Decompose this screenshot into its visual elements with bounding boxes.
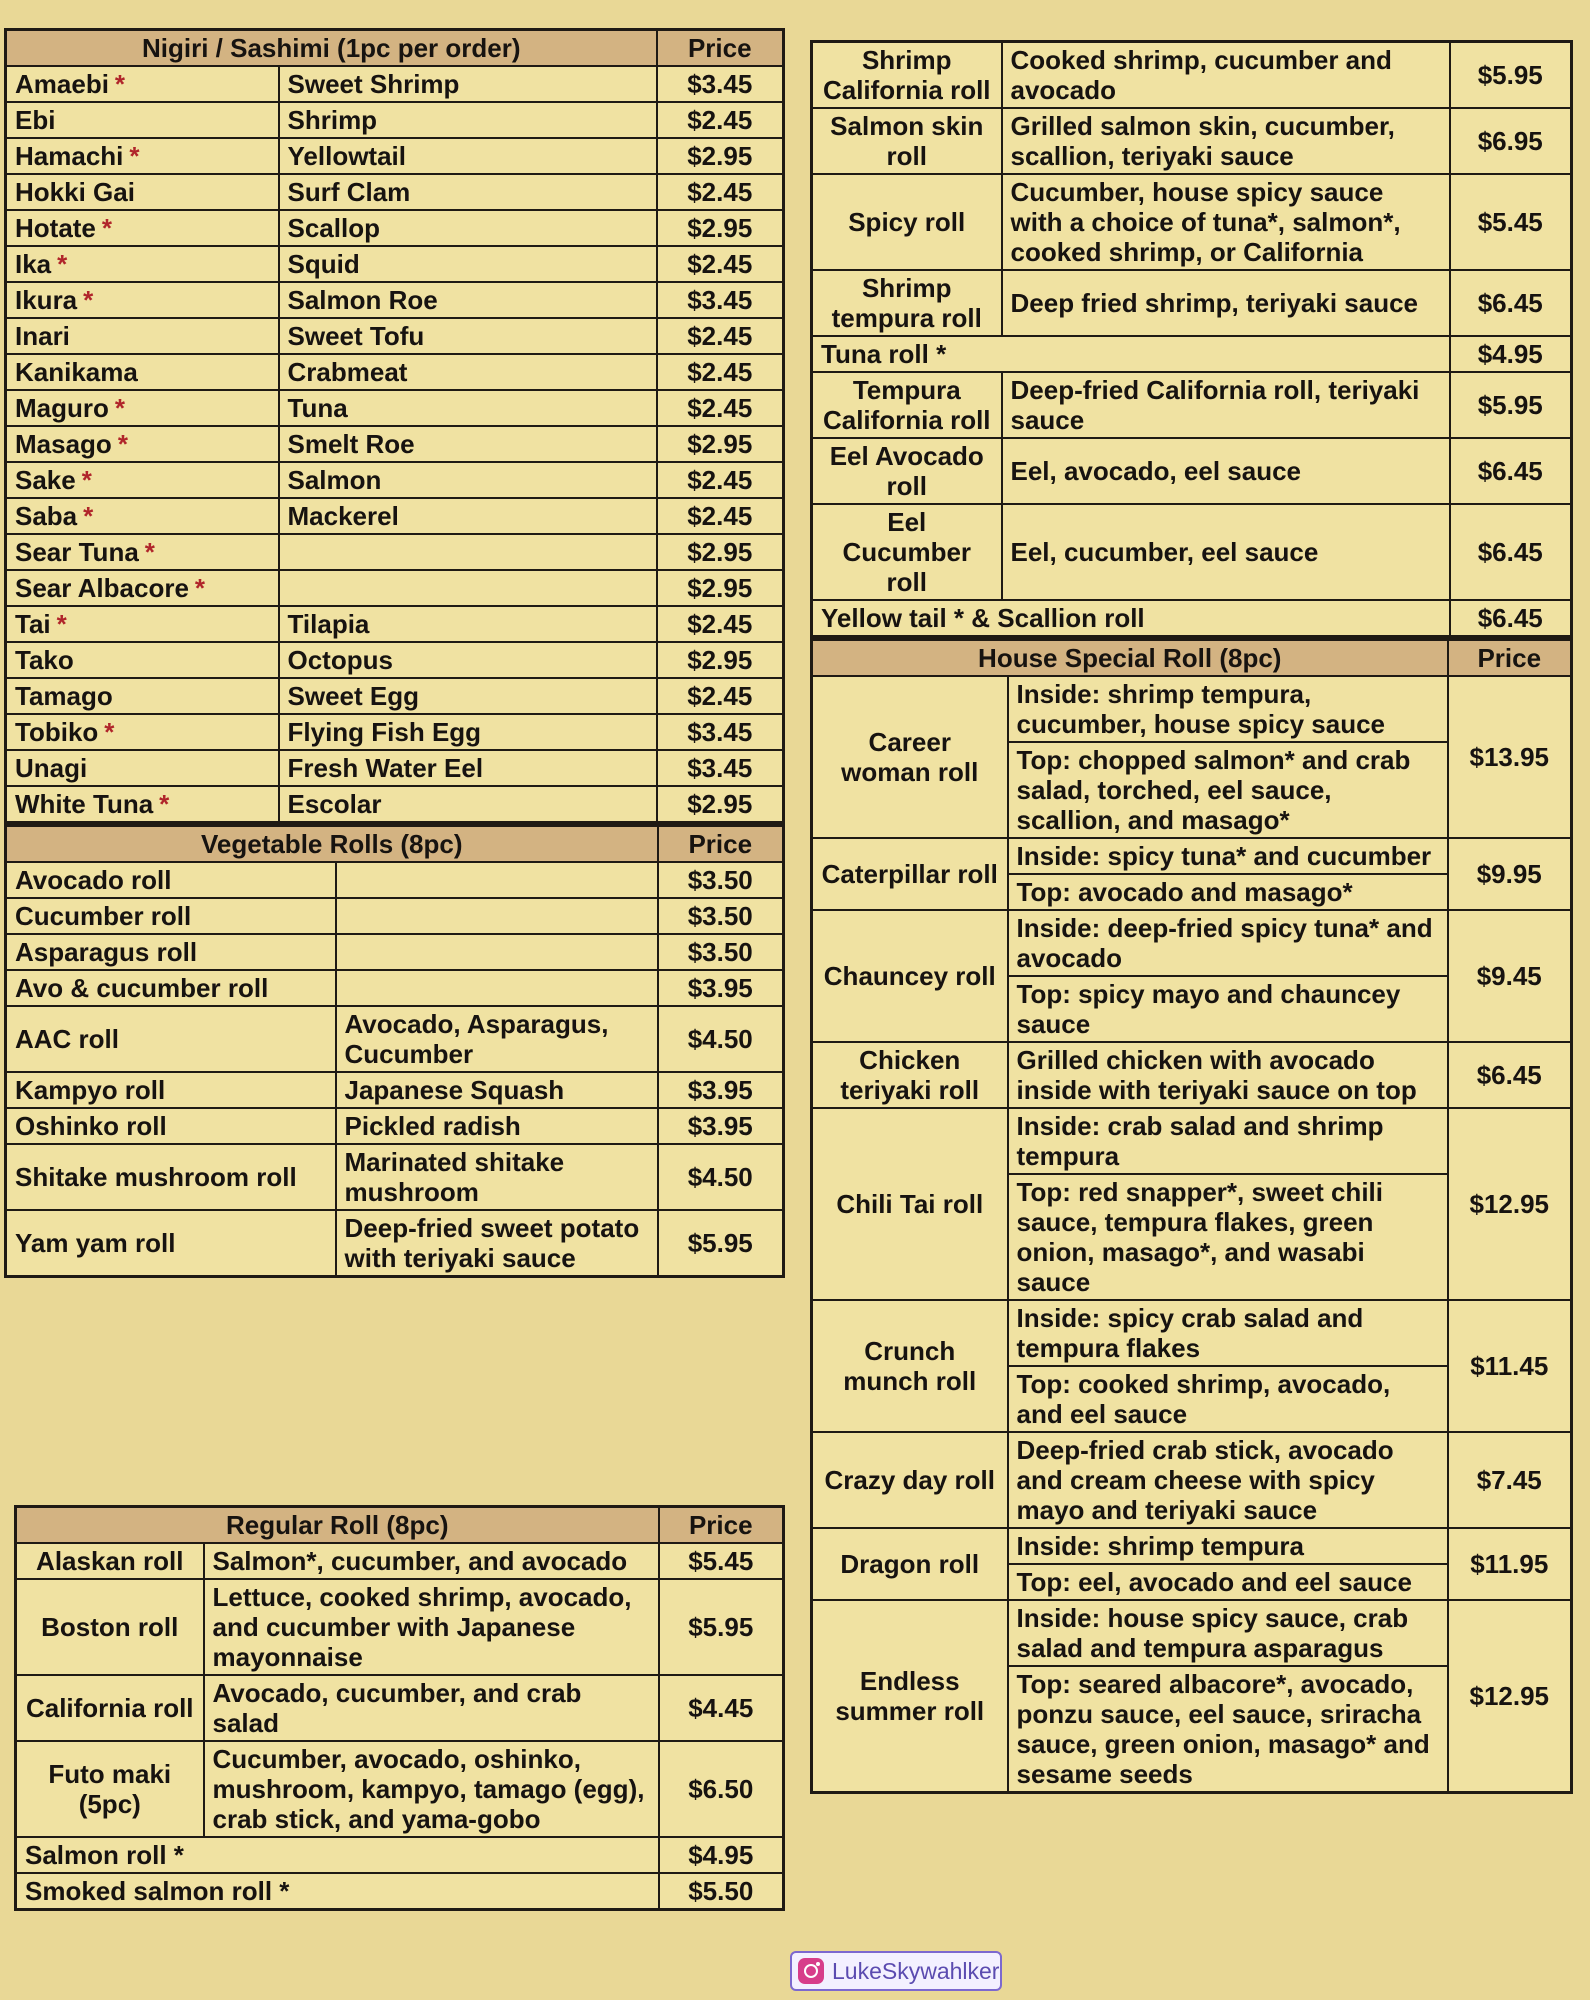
regular-title: Regular Roll (8pc) [16, 1507, 659, 1544]
house-price: $9.45 [1448, 910, 1572, 1042]
house-price: $7.45 [1448, 1432, 1572, 1528]
nigiri-price: $2.45 [657, 102, 784, 138]
regular-price: $4.45 [659, 1675, 784, 1741]
nigiri-price: $2.45 [657, 354, 784, 390]
house-row [812, 1528, 1572, 1564]
roll-name: Yellow tail * & Scallion roll [812, 600, 1450, 637]
regular-name: Boston roll [16, 1579, 204, 1675]
nigiri-row [6, 210, 784, 246]
nigiri-name [6, 102, 279, 138]
regular-row [16, 1675, 784, 1741]
nigiri-row [6, 534, 784, 570]
regular-name: Smoked salmon roll * [16, 1873, 659, 1910]
regular-cont-row [812, 504, 1572, 600]
nigiri-price: $2.95 [657, 138, 784, 174]
nigiri-price: $3.45 [657, 714, 784, 750]
raw-marker: * [117, 429, 128, 459]
nigiri-row [6, 606, 784, 642]
nigiri-desc: Salmon [279, 462, 657, 498]
nigiri-price: $2.45 [657, 318, 784, 354]
house-name: Chili Tai roll [812, 1108, 1008, 1300]
roll-price: $4.95 [1450, 336, 1572, 372]
right-column [810, 40, 1570, 1794]
roll-desc: Grilled salmon skin, cucumber, scallion, teriyaki sauce [1002, 108, 1450, 174]
veg-row [6, 862, 784, 898]
raw-marker: * [114, 69, 126, 99]
house-row [812, 910, 1572, 976]
nigiri-price: $3.45 [657, 750, 784, 786]
house-desc: Inside: crab salad and shrimp tempura [1008, 1108, 1448, 1174]
roll-price: $6.95 [1450, 108, 1572, 174]
nigiri-name [6, 534, 279, 570]
nigiri-name-text: Hamachi [15, 141, 124, 171]
nigiri-row [6, 498, 784, 534]
regular-row-wide [16, 1873, 784, 1910]
veg-row [6, 934, 784, 970]
regular-name: Alaskan roll [16, 1543, 204, 1579]
nigiri-name [6, 174, 279, 210]
nigiri-name-text: Tobiko [15, 717, 99, 747]
roll-name: Tempura California roll [812, 372, 1002, 438]
nigiri-price: $2.45 [657, 462, 784, 498]
house-name: Crunch munch roll [812, 1300, 1008, 1432]
veg-row [6, 1072, 784, 1108]
regular-cont-row [812, 108, 1572, 174]
house-name: Dragon roll [812, 1528, 1008, 1600]
nigiri-row [6, 318, 784, 354]
nigiri-desc: Surf Clam [279, 174, 657, 210]
veg-price: $3.50 [658, 862, 784, 898]
house-price: $12.95 [1448, 1600, 1572, 1793]
house-desc: Top: spicy mayo and chauncey sauce [1008, 976, 1448, 1042]
nigiri-name-text: Sake [15, 465, 76, 495]
roll-name: Eel Avocado roll [812, 438, 1002, 504]
regular-price: $4.95 [659, 1837, 784, 1873]
nigiri-price: $2.45 [657, 174, 784, 210]
regular-cont-row [812, 336, 1572, 372]
roll-desc: Cooked shrimp, cucumber and avocado [1002, 42, 1450, 109]
nigiri-price: $2.45 [657, 390, 784, 426]
nigiri-desc [279, 534, 657, 570]
regular-desc: Lettuce, cooked shrimp, avocado, and cucumber with Japanese mayonnaise [204, 1579, 659, 1675]
nigiri-name [6, 462, 279, 498]
veg-desc [336, 862, 658, 898]
veg-row [6, 1210, 784, 1277]
nigiri-row [6, 462, 784, 498]
house-desc: Top: chopped salmon* and crab salad, torched, eel sauce, scallion, and masago* [1008, 742, 1448, 838]
raw-marker: * [129, 141, 140, 171]
veg-price: $3.95 [658, 1072, 784, 1108]
house-name: Endless summer roll [812, 1600, 1008, 1793]
nigiri-name-text: Maguro [15, 393, 109, 423]
veg-name: Shitake mushroom roll [6, 1144, 336, 1210]
nigiri-name-text: Tako [15, 645, 74, 675]
house-desc: Inside: spicy crab salad and tempura flakes [1008, 1300, 1448, 1366]
house-desc: Top: seared albacore*, avocado, ponzu sauce, eel sauce, sriracha sauce, green onion, masago* and sesame seeds [1008, 1666, 1448, 1793]
house-row [812, 1300, 1572, 1366]
roll-price: $6.45 [1450, 504, 1572, 600]
veg-row [6, 970, 784, 1006]
veg-name: Yam yam roll [6, 1210, 336, 1277]
veg-desc: Pickled radish [336, 1108, 658, 1144]
house-desc: Top: eel, avocado and eel sauce [1008, 1564, 1448, 1600]
house-desc: Inside: deep-fried spicy tuna* and avocado [1008, 910, 1448, 976]
nigiri-desc: Tilapia [279, 606, 657, 642]
nigiri-row [6, 390, 784, 426]
veg-price: $3.95 [658, 1108, 784, 1144]
house-name: Crazy day roll [812, 1432, 1008, 1528]
house-desc: Inside: house spicy sauce, crab salad and tempura asparagus [1008, 1600, 1448, 1666]
roll-price: $5.95 [1450, 42, 1572, 109]
nigiri-price: $2.95 [657, 786, 784, 823]
raw-marker: * [104, 717, 115, 747]
roll-name: Tuna roll * [812, 336, 1450, 372]
nigiri-desc [279, 570, 657, 606]
house-row [812, 1042, 1572, 1108]
nigiri-name-text: Masago [15, 429, 112, 459]
regular-row-wide [16, 1837, 784, 1873]
regular-cont-row [812, 438, 1572, 504]
house-price: $11.95 [1448, 1528, 1572, 1600]
nigiri-name [6, 66, 279, 102]
nigiri-row [6, 354, 784, 390]
regular-row [16, 1543, 784, 1579]
roll-desc: Deep fried shrimp, teriyaki sauce [1002, 270, 1450, 336]
nigiri-name-text: Hokki Gai [15, 177, 135, 207]
nigiri-name-text: Unagi [15, 753, 88, 783]
nigiri-row [6, 570, 784, 606]
house-desc: Top: cooked shrimp, avocado, and eel sauce [1008, 1366, 1448, 1432]
nigiri-name [6, 642, 279, 678]
house-name: Chauncey roll [812, 910, 1008, 1042]
nigiri-row [6, 246, 784, 282]
raw-marker: * [83, 285, 94, 315]
raw-marker: * [57, 249, 68, 279]
nigiri-table [4, 28, 785, 824]
house-name: Career woman roll [812, 676, 1008, 838]
house-desc: Inside: shrimp tempura [1008, 1528, 1448, 1564]
nigiri-row [6, 786, 784, 823]
regular-desc: Cucumber, avocado, oshinko, mushroom, kampyo, tamago (egg), crab stick, and yama-gobo [204, 1741, 659, 1837]
veg-price-header: Price [658, 826, 784, 863]
veg-name: Oshinko roll [6, 1108, 336, 1144]
nigiri-name-text: Tai [15, 609, 51, 639]
nigiri-price: $2.45 [657, 246, 784, 282]
house-row [812, 1600, 1572, 1666]
regular-cont-row [812, 174, 1572, 270]
house-price: $13.95 [1448, 676, 1572, 838]
house-row [812, 1108, 1572, 1174]
house-desc: Grilled chicken with avocado inside with teriyaki sauce on top [1008, 1042, 1448, 1108]
regular-cont-row [812, 372, 1572, 438]
veg-price: $4.50 [658, 1144, 784, 1210]
regular-desc: Salmon*, cucumber, and avocado [204, 1543, 659, 1579]
nigiri-price: $2.95 [657, 642, 784, 678]
house-desc: Deep-fried crab stick, avocado and cream cheese with spicy mayo and teriyaki sauce [1008, 1432, 1448, 1528]
veg-desc: Avocado, Asparagus, Cucumber [336, 1006, 658, 1072]
nigiri-name [6, 318, 279, 354]
nigiri-desc: Salmon Roe [279, 282, 657, 318]
nigiri-desc: Flying Fish Egg [279, 714, 657, 750]
regular-price: $5.45 [659, 1543, 784, 1579]
veg-name: AAC roll [6, 1006, 336, 1072]
nigiri-name [6, 210, 279, 246]
house-row [812, 838, 1572, 874]
nigiri-name-text: Inari [15, 321, 70, 351]
nigiri-name-text: Sear Albacore [15, 573, 189, 603]
house-row [812, 676, 1572, 742]
nigiri-name [6, 786, 279, 823]
regular-cont-row [812, 270, 1572, 336]
regular-name: Futo maki (5pc) [16, 1741, 204, 1837]
nigiri-row [6, 426, 784, 462]
raw-marker: * [56, 609, 67, 639]
veg-row [6, 898, 784, 934]
nigiri-row [6, 750, 784, 786]
veg-price: $5.95 [658, 1210, 784, 1277]
veg-name: Cucumber roll [6, 898, 336, 934]
nigiri-desc: Sweet Tofu [279, 318, 657, 354]
house-title: House Special Roll (8pc) [812, 640, 1448, 677]
regular-cont-row [812, 42, 1572, 109]
veg-name: Asparagus roll [6, 934, 336, 970]
house-desc: Top: avocado and masago* [1008, 874, 1448, 910]
raw-marker: * [114, 393, 126, 423]
nigiri-price: $2.95 [657, 426, 784, 462]
nigiri-name-text: Ika [15, 249, 52, 279]
roll-price: $6.45 [1450, 600, 1572, 637]
house-price-header: Price [1448, 640, 1572, 677]
veg-title: Vegetable Rolls (8pc) [6, 826, 658, 863]
nigiri-name [6, 750, 279, 786]
veg-table [4, 824, 785, 1278]
nigiri-desc: Fresh Water Eel [279, 750, 657, 786]
left-column [4, 28, 782, 1278]
veg-desc: Deep-fried sweet potato with teriyaki sauce [336, 1210, 658, 1277]
nigiri-name-text: Sear Tuna [15, 537, 139, 567]
veg-name: Avocado roll [6, 862, 336, 898]
nigiri-price: $2.95 [657, 534, 784, 570]
regular-price-header: Price [659, 1507, 784, 1544]
nigiri-desc: Squid [279, 246, 657, 282]
veg-desc: Marinated shitake mushroom [336, 1144, 658, 1210]
veg-row [6, 1006, 784, 1072]
nigiri-name-text: Kanikama [15, 357, 138, 387]
regular-row [16, 1741, 784, 1837]
raw-marker: * [83, 501, 94, 531]
veg-desc [336, 970, 658, 1006]
raw-marker: * [144, 537, 155, 567]
nigiri-price: $3.45 [657, 66, 784, 102]
house-name: Caterpillar roll [812, 838, 1008, 910]
regular-cont-row [812, 600, 1572, 637]
nigiri-name [6, 714, 279, 750]
roll-name: Eel Cucumber roll [812, 504, 1002, 600]
roll-price: $5.45 [1450, 174, 1572, 270]
nigiri-name [6, 606, 279, 642]
nigiri-name [6, 498, 279, 534]
raw-marker: * [101, 213, 113, 243]
nigiri-name-text: Tamago [15, 681, 113, 711]
nigiri-desc: Shrimp [279, 102, 657, 138]
nigiri-name-text: Hotate [15, 213, 96, 243]
veg-desc [336, 898, 658, 934]
nigiri-name [6, 390, 279, 426]
roll-name: Shrimp tempura roll [812, 270, 1002, 336]
veg-name: Avo & cucumber roll [6, 970, 336, 1006]
regular-price: $5.50 [659, 1873, 784, 1910]
regular-name: California roll [16, 1675, 204, 1741]
regular-name: Salmon roll * [16, 1837, 659, 1873]
roll-price: $6.45 [1450, 270, 1572, 336]
roll-desc: Deep-fried California roll, teriyaki sauce [1002, 372, 1450, 438]
veg-desc: Japanese Squash [336, 1072, 658, 1108]
house-name: Chicken teriyaki roll [812, 1042, 1008, 1108]
nigiri-desc: Sweet Shrimp [279, 66, 657, 102]
nigiri-desc: Tuna [279, 390, 657, 426]
nigiri-name [6, 282, 279, 318]
roll-price: $6.45 [1450, 438, 1572, 504]
nigiri-desc: Crabmeat [279, 354, 657, 390]
house-desc: Inside: shrimp tempura, cucumber, house spicy sauce [1008, 676, 1448, 742]
nigiri-row [6, 102, 784, 138]
regular-desc: Avocado, cucumber, and crab salad [204, 1675, 659, 1741]
instagram-icon [798, 1958, 824, 1984]
nigiri-row [6, 678, 784, 714]
veg-name: Kampyo roll [6, 1072, 336, 1108]
nigiri-name [6, 426, 279, 462]
roll-price: $5.95 [1450, 372, 1572, 438]
raw-marker: * [81, 465, 92, 495]
regular-column [14, 1505, 782, 1911]
house-row [812, 1432, 1572, 1528]
nigiri-price: $2.45 [657, 606, 784, 642]
regular-row [16, 1579, 784, 1675]
nigiri-name-text: Amaebi [15, 69, 109, 99]
veg-row [6, 1108, 784, 1144]
nigiri-name [6, 570, 279, 606]
raw-marker: * [159, 789, 170, 819]
regular-price: $5.95 [659, 1579, 784, 1675]
roll-name: Shrimp California roll [812, 42, 1002, 109]
nigiri-price: $2.95 [657, 570, 784, 606]
nigiri-desc: Scallop [279, 210, 657, 246]
roll-desc: Eel, avocado, eel sauce [1002, 438, 1450, 504]
house-price: $11.45 [1448, 1300, 1572, 1432]
nigiri-desc: Octopus [279, 642, 657, 678]
nigiri-row [6, 282, 784, 318]
watermark [790, 1951, 1002, 1991]
raw-marker: * [194, 573, 206, 603]
nigiri-desc: Yellowtail [279, 138, 657, 174]
veg-row [6, 1144, 784, 1210]
nigiri-name-text: Ebi [15, 105, 56, 135]
regular-table [14, 1505, 785, 1911]
nigiri-title: Nigiri / Sashimi (1pc per order) [6, 30, 657, 67]
roll-desc: Eel, cucumber, eel sauce [1002, 504, 1450, 600]
nigiri-name [6, 246, 279, 282]
nigiri-name-text: Ikura [15, 285, 78, 315]
veg-price: $3.95 [658, 970, 784, 1006]
nigiri-name-text: Saba [15, 501, 78, 531]
nigiri-name [6, 678, 279, 714]
nigiri-price: $2.45 [657, 678, 784, 714]
veg-price: $3.50 [658, 898, 784, 934]
nigiri-name [6, 354, 279, 390]
roll-name: Salmon skin roll [812, 108, 1002, 174]
watermark-handle: LukeSkywahlker [832, 1957, 1000, 1984]
veg-price: $4.50 [658, 1006, 784, 1072]
house-desc: Inside: spicy tuna* and cucumber [1008, 838, 1448, 874]
house-desc: Top: red snapper*, sweet chili sauce, tempura flakes, green onion, masago*, and wasabi sauce [1008, 1174, 1448, 1300]
house-price: $12.95 [1448, 1108, 1572, 1300]
nigiri-desc: Escolar [279, 786, 657, 823]
nigiri-price: $2.95 [657, 210, 784, 246]
nigiri-price: $2.45 [657, 498, 784, 534]
veg-desc [336, 934, 658, 970]
house-table [810, 638, 1573, 1794]
nigiri-row [6, 138, 784, 174]
nigiri-desc: Mackerel [279, 498, 657, 534]
nigiri-row [6, 714, 784, 750]
regular-price: $6.50 [659, 1741, 784, 1837]
nigiri-name [6, 138, 279, 174]
regular-cont-table [810, 40, 1573, 638]
house-price: $6.45 [1448, 1042, 1572, 1108]
nigiri-name-text: White Tuna [15, 789, 154, 819]
nigiri-desc: Sweet Egg [279, 678, 657, 714]
nigiri-row [6, 642, 784, 678]
roll-name: Spicy roll [812, 174, 1002, 270]
nigiri-row [6, 174, 784, 210]
nigiri-price-header: Price [657, 30, 784, 67]
house-price: $9.95 [1448, 838, 1572, 910]
veg-price: $3.50 [658, 934, 784, 970]
nigiri-price: $3.45 [657, 282, 784, 318]
nigiri-desc: Smelt Roe [279, 426, 657, 462]
roll-desc: Cucumber, house spicy sauce with a choice of tuna*, salmon*, cooked shrimp, or California [1002, 174, 1450, 270]
nigiri-row [6, 66, 784, 102]
